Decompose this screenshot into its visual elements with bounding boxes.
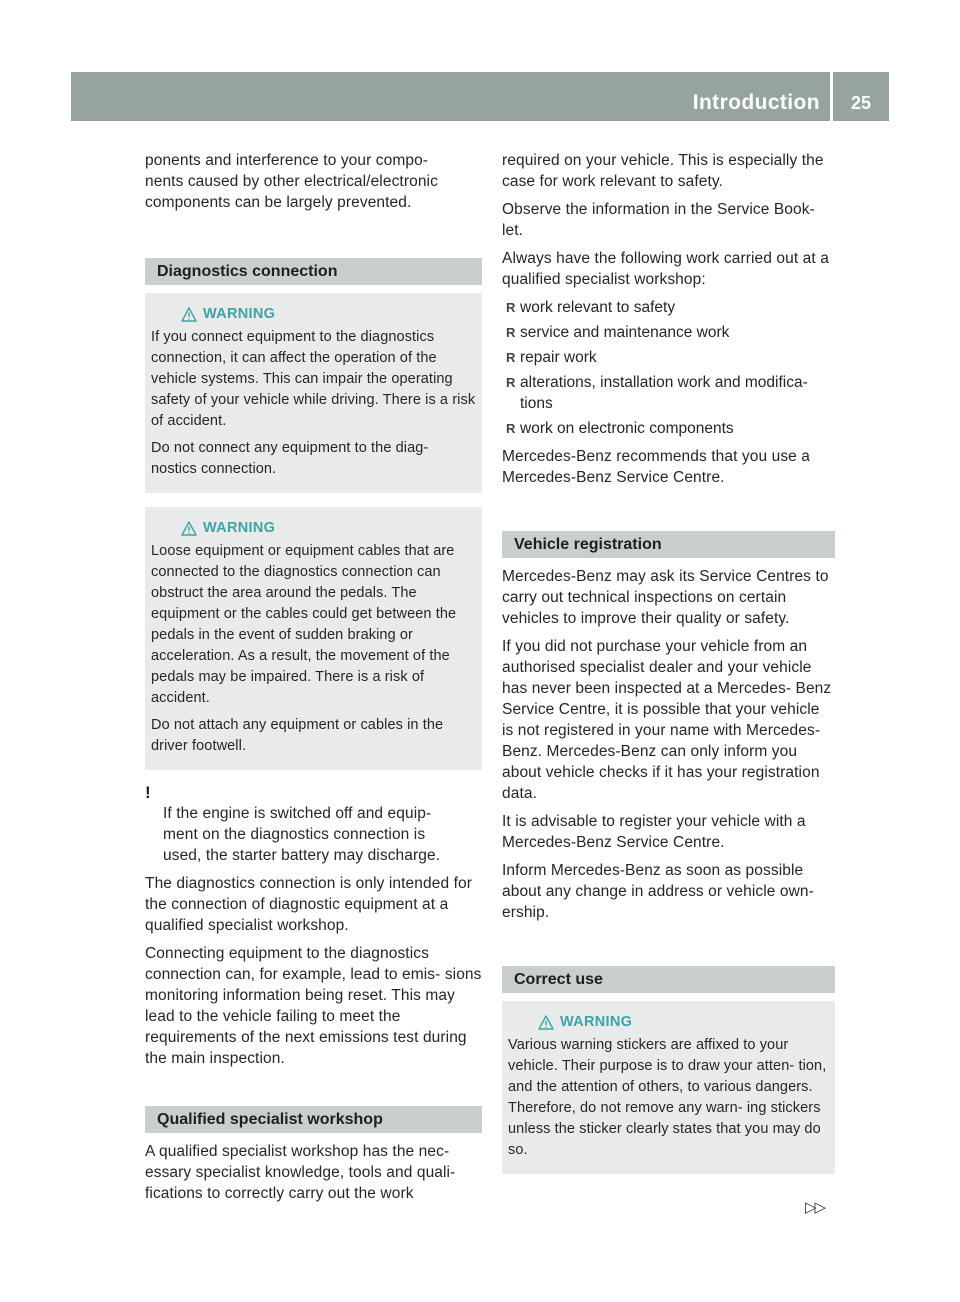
chapter-title: Introduction [692, 91, 820, 114]
paragraph-recommends: Mercedes-Benz recommends that you use a Mercedes-Benz Service Centre. [502, 448, 811, 486]
workshop-work-list [502, 297, 835, 439]
warning-box-cables [145, 507, 482, 770]
paragraph-connecting: Connecting equipment to the diagnostics connection can, for example, lead to emis- sions monitoring information being reset. This may lead to the vehicle failing to meet the requirements of the next emissions test during the main inspection. [145, 945, 482, 1067]
section-heading-workshop: Qualified specialist workshop [145, 1106, 482, 1133]
paragraph-registration-2: If you did not purchase your vehicle from an authorised specialist dealer and your vehicle has never been inspected at a Mercedes- Benz Service Centre, it is possible that your vehicle is not registered in your name with Mercedes-Benz. Mercedes-Benz can only inform you about vehicle checks if it has your registration data. [502, 638, 832, 802]
warning-title: WARNING [151, 303, 476, 325]
warning-text: Do not connect any equipment to the diag- nostics connection. [151, 440, 429, 477]
warning-triangle-icon [538, 1015, 554, 1030]
warning-triangle-icon [181, 521, 197, 536]
right-column [502, 150, 835, 1174]
paragraph-workshop: A qualified specialist workshop has the nec- essary specialist knowledge, tools and quali- fications to correctly carry out the work [145, 1143, 456, 1202]
warning-title: WARNING [508, 1011, 829, 1033]
warning-title: WARNING [151, 517, 476, 539]
exclamation-icon: ! [145, 783, 151, 802]
paragraph-registration-1: Mercedes-Benz may ask its Service Centres to carry out technical inspections on certain vehicles to improve their quality or safety. [502, 568, 829, 627]
section-heading-correct-use: Correct use [502, 966, 835, 993]
continue-arrows-icon: ▷▷ [805, 1199, 825, 1216]
paragraph-registration-3: It is advisable to register your vehicle with a Mercedes-Benz Service Centre. [502, 813, 806, 851]
list-item: R service and maintenance work [502, 322, 835, 343]
warning-text: Loose equipment or equipment cables that are connected to the diagnostics connection can obstruct the area around the pedals. The equipment or the cables could get between the pedals in the event of sudden braking or acceleration. As a result, the movement of the pedals may be impaired. There is a risk of accident. [151, 543, 457, 706]
list-item: R work relevant to safety [502, 297, 835, 318]
paragraph-intended: The diagnostics connection is only intended for the connection of diagnostic equipment at a qualified specialist workshop. [145, 875, 472, 934]
warning-triangle-icon [181, 307, 197, 322]
section-heading-diagnostics: Diagnostics connection [145, 258, 482, 285]
paragraph-observe: Observe the information in the Service Book- let. [502, 201, 815, 239]
left-column [145, 150, 482, 1211]
page-number: 25 [850, 93, 872, 113]
section-heading-registration: Vehicle registration [502, 531, 835, 558]
paragraph-required: required on your vehicle. This is especially the case for work relevant to safety. [502, 152, 824, 190]
warning-box-stickers [502, 1001, 835, 1174]
warning-text: Do not attach any equipment or cables in the driver footwell. [151, 717, 444, 754]
list-item: R work on electronic components [502, 418, 835, 439]
warning-text: If you connect equipment to the diagnostics connection, it can affect the operation of the vehicle systems. This can impair the operating safety of your vehicle while driving. There is a risk of accident. [151, 329, 476, 429]
paragraph-always: Always have the following work carried out at a qualified specialist workshop: [502, 250, 829, 288]
paragraph-registration-4: Inform Mercedes-Benz as soon as possible about any change in address or vehicle own- ership. [502, 862, 814, 921]
intro-paragraph: ponents and interference to your compo- nents caused by other electrical/electronic components can be largely prevented. [145, 152, 438, 211]
list-item: R alterations, installation work and modifica- tions [502, 372, 835, 414]
warning-box-diagnostics [145, 293, 482, 493]
warning-text: Various warning stickers are affixed to your vehicle. Their purpose is to draw your atten- tion, and the attention of others, to various dangers. Therefore, do not remove any warn- ing stickers unless the sticker clearly states that you may do so. [508, 1037, 827, 1158]
list-item: R repair work [502, 347, 835, 368]
note-battery: ! If the engine is switched off and equip- ment on the diagnostics connection is used, the starter battery may discharge. [145, 783, 441, 864]
